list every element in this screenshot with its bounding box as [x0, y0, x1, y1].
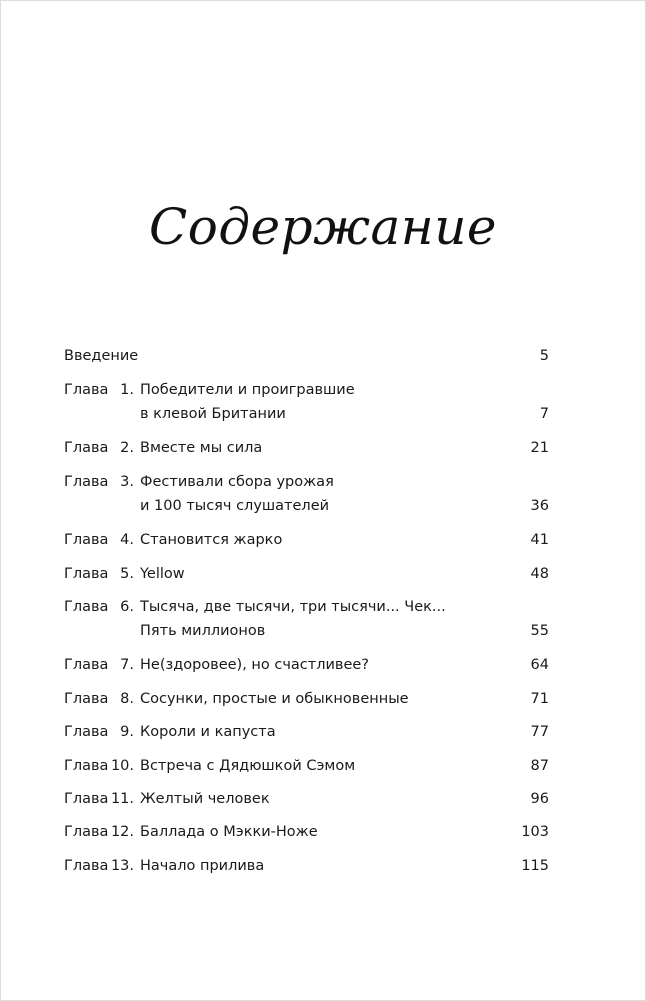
chapter-page: 36	[530, 498, 549, 514]
chapter-word: Глава	[64, 791, 109, 807]
chapter-title-line: и 100 тысяч слушателей	[140, 498, 330, 514]
chapter-title-line: Пять миллионов	[140, 623, 266, 639]
chapter-title-line: Становится жарко	[140, 532, 283, 548]
chapter-word: Глава	[64, 858, 109, 874]
chapter-page: 48	[530, 566, 549, 582]
chapter-page: 55	[530, 623, 549, 639]
chapter-word: Глава	[64, 758, 109, 774]
chapter-title-line: Победители и проигравшие	[140, 382, 355, 398]
chapter-word: Глава	[64, 566, 109, 582]
chapter-number: 5.	[120, 566, 134, 582]
chapter-title-line: Тысяча, две тысячи, три тысячи... Чек...	[140, 599, 446, 615]
chapter-number: 7.	[120, 657, 134, 673]
chapter-title-line: Желтый человек	[140, 791, 270, 807]
chapter-title-line: Баллада о Мэкки-Ноже	[140, 824, 318, 840]
chapter-title-line: Фестивали сбора урожая	[140, 474, 334, 490]
chapter-word: Глава	[64, 532, 109, 548]
chapter-number: 3.	[120, 474, 134, 490]
chapter-page: 64	[530, 657, 549, 673]
chapter-number: 8.	[120, 691, 134, 707]
chapter-title-line: Yellow	[140, 566, 185, 582]
chapter-title-line: Не(здоровее), но счастливее?	[140, 657, 370, 673]
chapter-number: 9.	[120, 724, 134, 740]
chapter-title-line: Начало прилива	[140, 858, 265, 874]
chapter-page: 7	[539, 406, 549, 422]
chapter-page: 21	[530, 440, 549, 456]
intro-page: 5	[539, 348, 549, 364]
chapter-word: Глава	[64, 824, 109, 840]
chapter-number: 6.	[120, 599, 134, 615]
chapter-number: 12.	[110, 824, 134, 840]
chapter-word: Глава	[64, 724, 109, 740]
chapter-page: 87	[530, 758, 549, 774]
chapter-word: Глава	[64, 474, 109, 490]
chapter-title-line: Вместе мы сила	[140, 440, 263, 456]
chapter-page: 103	[521, 824, 549, 840]
chapter-number: 11.	[110, 791, 134, 807]
chapter-word: Глава	[64, 440, 109, 456]
chapter-page: 71	[530, 691, 549, 707]
intro-label: Введение	[64, 348, 139, 364]
chapter-word: Глава	[64, 382, 109, 398]
page-title: Содержание	[148, 198, 498, 256]
chapter-title-line: Встреча с Дядюшкой Сэмом	[140, 758, 356, 774]
chapter-page: 77	[530, 724, 549, 740]
chapter-number: 2.	[120, 440, 134, 456]
chapter-number: 13.	[110, 858, 134, 874]
chapter-word: Глава	[64, 657, 109, 673]
chapter-number: 4.	[120, 532, 134, 548]
chapter-word: Глава	[64, 599, 109, 615]
chapter-page: 96	[530, 791, 549, 807]
chapter-page: 41	[530, 532, 549, 548]
chapter-title-line: Сосунки, простые и обыкновенные	[140, 691, 409, 707]
chapter-number: 10.	[110, 758, 134, 774]
chapter-number: 1.	[120, 382, 134, 398]
chapter-title-line: в клевой Британии	[140, 406, 286, 422]
chapter-word: Глава	[64, 691, 109, 707]
chapter-page: 115	[521, 858, 549, 874]
chapter-title-line: Короли и капуста	[140, 724, 276, 740]
